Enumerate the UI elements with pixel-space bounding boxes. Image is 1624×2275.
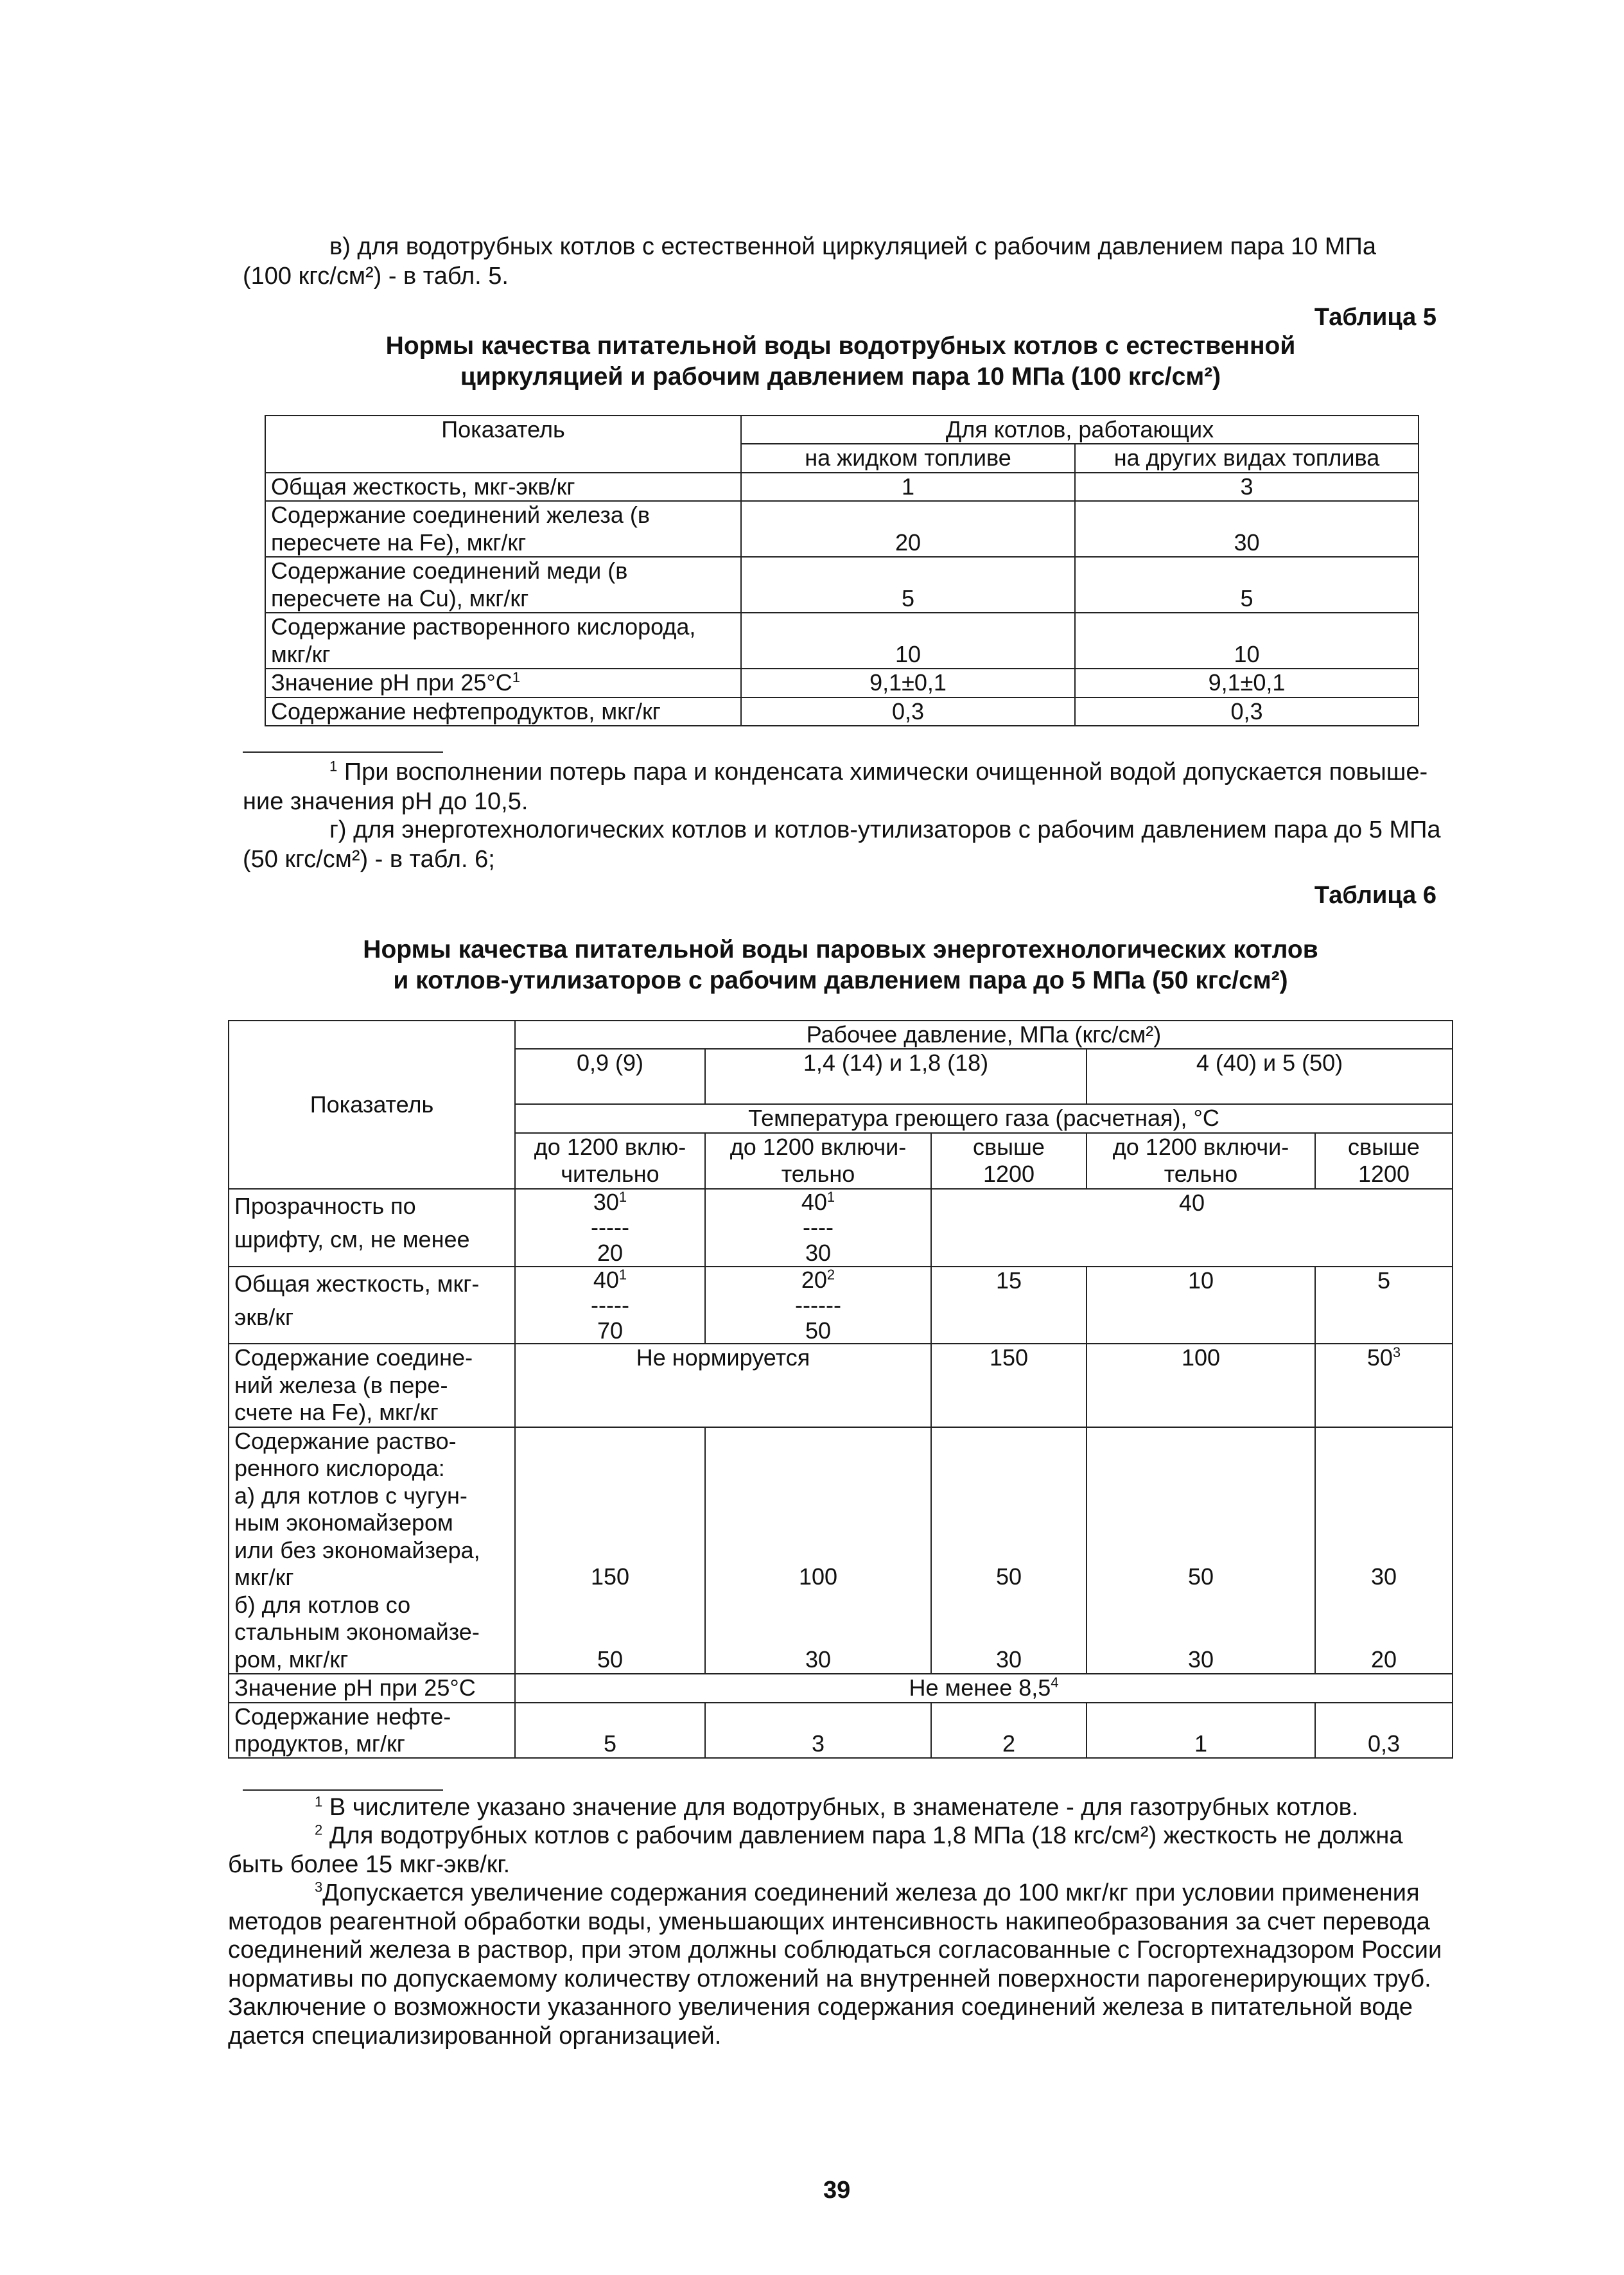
temp-col-2-b: тельно: [781, 1161, 855, 1188]
table6-title-line-2: и котлов-утилизаторов с рабочим давлением пара до 5 МПа (50 кгс/см²): [393, 966, 1288, 994]
temp-col-5-b: 1200: [1358, 1161, 1410, 1188]
row-name-2: ний железа (в пере-: [234, 1371, 448, 1398]
table6-header-row-1: [229, 1021, 1453, 1049]
row-name: [265, 669, 741, 697]
cell-value-pair: [1087, 1427, 1315, 1674]
cell-value: 30: [1075, 501, 1419, 557]
value-b: 30: [1187, 1646, 1214, 1673]
row-name-2: шрифту, см, не менее: [234, 1226, 470, 1253]
cell-value: 0,3: [1075, 698, 1419, 726]
intro2-line-1: г) для энерготехнологических котлов и котлов-утилизаторов с рабочим давлением пара до 5 МПа: [329, 816, 1441, 843]
table-row: [265, 669, 1419, 697]
table5-header-row: [265, 416, 1419, 444]
table6-title-line-1: Нормы качества питательной воды паровых энерготехнологических котлов: [363, 936, 1318, 963]
footnote-2: [228, 1822, 1452, 1850]
table-row: [229, 1189, 1453, 1267]
intro-paragraph: [243, 233, 1438, 291]
table-row: [265, 557, 1419, 613]
row-name-text: Значение pH при 25°C: [271, 669, 512, 696]
temp-col-4: [1087, 1133, 1315, 1189]
footnote-3-line-d: нормативы по допускаемому количеству отложений на внутренней поверхности парогенерирующих труб.: [228, 1965, 1431, 1992]
row-name-8: стальным экономайзе-: [234, 1619, 480, 1646]
footnote-text: В числителе указано значение для водотрубных, в знаменателе - для газотрубных котлов.: [329, 1794, 1359, 1821]
footnote-text: Для водотрубных котлов с рабочим давлением пара 1,8 МПа (18 кгс/см²) жесткость не должна: [329, 1822, 1403, 1850]
value-b: 50: [597, 1646, 624, 1673]
numerator: 40: [593, 1266, 619, 1293]
temp-col-5: [1315, 1133, 1453, 1189]
table5-footnote: [243, 758, 1438, 816]
value-a: 30: [1370, 1563, 1397, 1590]
cell-value: 5: [741, 557, 1075, 613]
table5-header-liquid-fuel: на жидком топливе: [741, 444, 1075, 472]
table-row: [265, 698, 1419, 726]
temp-col-5-a: свыше: [1348, 1133, 1420, 1160]
cell-value-pair: [1315, 1427, 1453, 1674]
table6-footnotes: [228, 1793, 1452, 2050]
footnote-3-line-c: соединений железа в раствор, при этом должны соблюдаться согласованные с Госгортехнадзором России: [228, 1937, 1442, 1964]
cell-value: 5: [1315, 1267, 1453, 1344]
footnote-ref: 1: [512, 669, 520, 686]
cell-value: 1: [1087, 1703, 1315, 1759]
denominator: 20: [597, 1240, 624, 1267]
footnote-marker: 1: [315, 1793, 323, 1810]
fraction-dash: -----: [591, 1292, 629, 1319]
cell-value: 150: [931, 1344, 1087, 1427]
cell-value-pair: [515, 1427, 705, 1674]
row-name: Общая жесткость, мкг-экв/кг: [265, 473, 741, 501]
row-name-3: а) для котлов с чугун-: [234, 1482, 467, 1509]
footnote-marker: 3: [315, 1879, 323, 1895]
numerator: 30: [593, 1188, 619, 1215]
row-name-1: Содержание соедине-: [234, 1344, 473, 1371]
footnote-3-line-e: Заключение о возможности указанного увеличения содержания соединений железа в питательной воде: [228, 1994, 1413, 2021]
table5-title-line-2: циркуляцией и рабочим давлением пара 10 МПа (100 кгс/см²): [460, 362, 1221, 391]
cell-value: 10: [741, 613, 1075, 669]
value: 50: [1366, 1344, 1393, 1371]
row-name-4: ным экономайзером: [234, 1509, 453, 1536]
table5-header-other-fuel: на других видах топлива: [1075, 444, 1419, 472]
footnote-text: Допускается увеличение содержания соединений железа до 100 мкг/кг при условии применения: [322, 1879, 1420, 1907]
table5-title: [243, 331, 1438, 392]
cell-value: 3: [705, 1703, 931, 1759]
cell-value: 2: [931, 1703, 1087, 1759]
footnote-ref: 1: [618, 1266, 627, 1283]
table-row: [229, 1427, 1453, 1674]
footnote-line-1: [243, 758, 1438, 787]
footnote-divider: [243, 1789, 443, 1791]
cell-value: [1315, 1344, 1453, 1427]
pressure-4-5: 4 (40) и 5 (50): [1087, 1049, 1453, 1104]
intro-line-2: (100 кгс/см²) - в табл. 5.: [243, 262, 509, 290]
fraction-dash: ----: [803, 1214, 834, 1241]
table6-header-pressure: Рабочее давление, МПа (кгс/см²): [515, 1021, 1453, 1049]
footnote-2-cont: быть более 15 мкг-экв/кг.: [228, 1850, 511, 1878]
cell-value: 20: [741, 501, 1075, 557]
cell-value: 3: [1075, 473, 1419, 501]
cell-value: 9,1±0,1: [1075, 669, 1419, 697]
table5-label: Таблица 5: [1314, 304, 1436, 331]
row-name-7: б) для котлов со: [234, 1591, 411, 1618]
row-name-2: продуктов, мг/кг: [234, 1730, 405, 1757]
table-row: [229, 1703, 1453, 1759]
row-name-1: Содержание раство-: [234, 1427, 457, 1454]
row-name-2: ренного кислорода:: [234, 1455, 445, 1482]
value-a: 50: [995, 1563, 1022, 1590]
cell-value: 9,1±0,1: [741, 669, 1075, 697]
pressure-1-4-1-8: 1,4 (14) и 1,8 (18): [705, 1049, 1087, 1104]
value-b: 30: [995, 1646, 1022, 1673]
row-name: [229, 1703, 515, 1759]
table5-header-indicator: Показатель: [265, 416, 741, 473]
temp-col-4-a: до 1200 включи-: [1112, 1133, 1289, 1160]
table6: [228, 1020, 1453, 1759]
table6-header-indicator: Показатель: [229, 1021, 515, 1189]
row-name-6: мкг/кг: [234, 1564, 294, 1591]
intro-line-1: в) для водотрубных котлов с естественной циркуляцией с рабочим давлением пара 10 МПа: [329, 233, 1376, 260]
table5-title-line-1: Нормы качества питательной воды водотрубных котлов с естественной: [385, 332, 1296, 360]
table-row: [229, 1344, 1453, 1427]
row-name-1: Содержание нефте-: [234, 1703, 451, 1730]
row-name-1: Прозрачность по: [234, 1192, 416, 1219]
value-a: 50: [1187, 1563, 1214, 1590]
value: Не менее 8,5: [909, 1674, 1051, 1701]
fraction-num: [521, 1190, 699, 1215]
table5-header-group: Для котлов, работающих: [741, 416, 1419, 444]
temp-col-4-b: тельно: [1164, 1161, 1238, 1188]
numerator: 20: [801, 1266, 827, 1293]
fraction-num: [711, 1267, 925, 1293]
footnote-1: [228, 1793, 1452, 1822]
denominator: 30: [805, 1240, 832, 1267]
intro2-paragraph: [243, 816, 1441, 874]
temp-col-2-a: до 1200 включи-: [729, 1133, 907, 1160]
row-name-2: экв/кг: [234, 1303, 294, 1330]
cell-value: 5: [515, 1703, 705, 1759]
cell-value: 15: [931, 1267, 1087, 1344]
cell-value: 10: [1075, 613, 1419, 669]
table-row: [265, 501, 1419, 557]
row-name-9: ром, мкг/кг: [234, 1646, 349, 1673]
row-name-1: Общая жесткость, мкг-: [234, 1270, 480, 1297]
table-row: [229, 1674, 1453, 1702]
fraction-num: [521, 1267, 699, 1293]
value-a: 150: [590, 1563, 630, 1590]
cell-value: 0,3: [1315, 1703, 1453, 1759]
footnote-ref: 1: [826, 1188, 835, 1205]
page-number: 39: [823, 2177, 851, 2204]
table-row: [265, 473, 1419, 501]
row-name: Значение pH при 25°C: [229, 1674, 515, 1702]
temp-col-3: [931, 1133, 1087, 1189]
footnote-marker: 2: [315, 1822, 323, 1838]
cell-value: 10: [1087, 1267, 1315, 1344]
row-name: Содержание соединений меди (в пересчете на Cu), мкг/кг: [265, 557, 741, 613]
cell-value: 40: [931, 1189, 1453, 1267]
intro2-line-2: (50 кгс/см²) - в табл. 6;: [243, 845, 495, 873]
denominator: 50: [805, 1317, 832, 1344]
cell-value: [515, 1674, 1453, 1702]
table-row: [265, 613, 1419, 669]
footnote-text: При восполнении потерь пара и конденсата химически очищенной водой допускается повыше-: [344, 759, 1428, 786]
footnote-3-line-f: дается специализированной организацией.: [228, 2022, 722, 2050]
cell-value-pair: [931, 1427, 1087, 1674]
row-name-3: счете на Fe), мкг/кг: [234, 1399, 439, 1426]
footnote-line-2: ние значения pH до 10,5.: [243, 787, 528, 815]
footnote-marker: 1: [329, 758, 338, 775]
cell-value: Не нормируется: [515, 1344, 931, 1427]
cell-value: 1: [741, 473, 1075, 501]
footnote-ref: 4: [1051, 1674, 1059, 1691]
fraction-num: [711, 1190, 925, 1215]
table-row: [229, 1267, 1453, 1344]
cell-value: 0,3: [741, 698, 1075, 726]
temp-col-1-b: чительно: [561, 1161, 659, 1188]
value-b: 30: [805, 1646, 832, 1673]
table5: [265, 415, 1419, 726]
table6-title: [243, 935, 1438, 996]
row-name: [229, 1189, 515, 1267]
row-name: Содержание растворенного кислорода, мкг/кг: [265, 613, 741, 669]
cell-fraction: [705, 1189, 931, 1267]
value-a: 100: [798, 1563, 838, 1590]
row-name-5: или без экономайзера,: [234, 1536, 480, 1563]
table6-label: Таблица 6: [1314, 882, 1436, 909]
row-name: [229, 1427, 515, 1674]
cell-value: 100: [1087, 1344, 1315, 1427]
cell-fraction: [705, 1267, 931, 1344]
cell-fraction: [515, 1267, 705, 1344]
temp-col-2: [705, 1133, 931, 1189]
fraction-dash: -----: [591, 1214, 629, 1241]
footnote-ref: 1: [618, 1188, 627, 1205]
pressure-0-9: 0,9 (9): [515, 1049, 705, 1104]
row-name: Содержание нефтепродуктов, мкг/кг: [265, 698, 741, 726]
cell-value-pair: [705, 1427, 931, 1674]
footnote-divider: [243, 751, 443, 753]
temp-col-1-a: до 1200 вклю-: [534, 1133, 686, 1160]
cell-fraction: [515, 1189, 705, 1267]
cell-value: 5: [1075, 557, 1419, 613]
value-b: 20: [1370, 1646, 1397, 1673]
footnote-3-line-b: методов реагентной обработки воды, уменьшающих интенсивность накипеобразования за счет перевода: [228, 1908, 1430, 1935]
footnote-3: [228, 1879, 1452, 1907]
row-name: Содержание соединений железа (в пересчете на Fe), мкг/кг: [265, 501, 741, 557]
numerator: 40: [801, 1188, 827, 1215]
footnote-ref: 2: [826, 1266, 835, 1283]
temp-col-1: [515, 1133, 705, 1189]
row-name: [229, 1344, 515, 1427]
footnote-ref: 3: [1392, 1344, 1401, 1361]
fraction-dash: ------: [795, 1292, 841, 1319]
denominator: 70: [597, 1317, 624, 1344]
temp-col-3-b: 1200: [982, 1161, 1035, 1188]
row-name: [229, 1267, 515, 1344]
temp-col-3-a: свыше: [973, 1133, 1045, 1160]
temperature-header: Температура греющего газа (расчетная), °C: [515, 1104, 1453, 1132]
